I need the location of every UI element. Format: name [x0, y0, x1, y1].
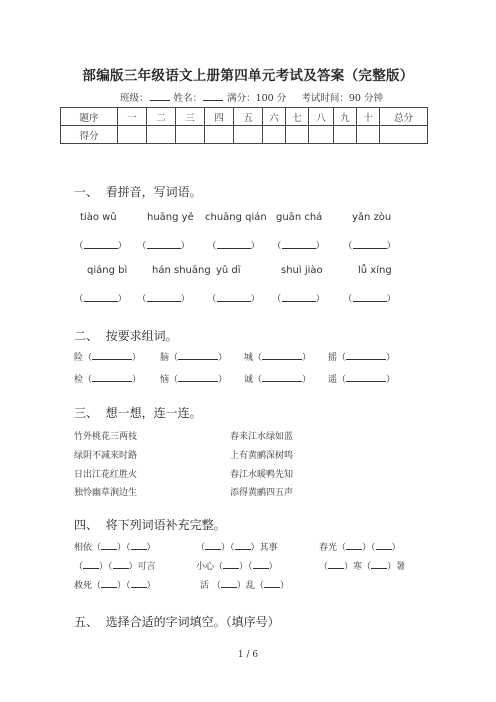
pinyin-10: lǚ xíng — [358, 265, 392, 276]
pinyin-5: yǎn zòu — [352, 212, 392, 223]
page-number: 1 / 6 — [237, 650, 259, 660]
answer-box-2[interactable]: （ ） — [137, 241, 191, 252]
score-input-cell[interactable] — [147, 126, 176, 144]
score-cell: 八 — [309, 108, 334, 126]
idiom-3[interactable]: 春光（ ）（ ） — [319, 543, 401, 553]
answer-box-5[interactable]: （ ） — [343, 241, 397, 252]
score-table-header-row — [61, 108, 428, 126]
answer-box-4[interactable]: （ ） — [272, 241, 326, 252]
score-input-cell[interactable] — [205, 126, 234, 144]
score-cell: 总分 — [380, 108, 428, 126]
word-item-2[interactable]: 脑（ ） — [160, 353, 228, 363]
page-title: 部编版三年级语文上册第四单元考试及答案（完整版） — [82, 68, 414, 84]
score-input-cell[interactable] — [286, 126, 309, 144]
full-score: 满分：100 分 — [227, 93, 287, 104]
exam-time: 考试时间：90 分钟 — [301, 93, 383, 104]
match-right-4[interactable]: 添得黄鹂四五声 — [230, 488, 294, 498]
score-input-cell[interactable] — [357, 126, 380, 144]
pinyin-9: shuì jiào — [281, 265, 323, 276]
score-cell: 九 — [334, 108, 357, 126]
section-4-heading — [74, 516, 226, 533]
word-item-4[interactable]: 摇（ ） — [328, 353, 396, 363]
section-number: 一、 — [74, 185, 99, 199]
answer-box-8[interactable]: （ ） — [207, 294, 261, 305]
score-input-cell[interactable] — [334, 126, 357, 144]
name-label: 姓名： — [173, 93, 203, 104]
section-3-heading — [74, 404, 202, 421]
word-item-8[interactable]: 遥（ ） — [328, 375, 396, 385]
score-cell: 七 — [286, 108, 309, 126]
score-cell: 六 — [263, 108, 286, 126]
score-input-cell[interactable] — [176, 126, 205, 144]
score-cell: 题序 — [61, 108, 118, 126]
score-table — [60, 107, 428, 144]
idiom-6[interactable]: （ ）寒（ ）暑 — [319, 562, 406, 572]
match-left-4[interactable]: 独怜幽草涧边生 — [74, 488, 138, 498]
pinyin-3: chuāng qián — [205, 212, 267, 223]
answer-box-1[interactable]: （ ） — [74, 241, 128, 252]
class-blank — [150, 91, 170, 101]
section-1-heading — [74, 183, 202, 200]
idiom-5[interactable]: 小心（ ）（ ） — [196, 562, 278, 572]
score-input-cell[interactable] — [118, 126, 147, 144]
section-title: 看拼音，写词语。 — [105, 185, 202, 199]
class-label: 班级： — [120, 93, 149, 104]
pinyin-7: hán shuāng — [152, 265, 211, 276]
score-cell: 十 — [357, 108, 380, 126]
score-cell: 得分 — [61, 126, 118, 144]
section-title: 选择合适的字词填空。（填序号） — [105, 615, 280, 629]
answer-box-7[interactable]: （ ） — [137, 294, 191, 305]
score-table-score-row — [61, 126, 428, 144]
section-number: 二、 — [74, 329, 99, 343]
score-cell: 三 — [176, 108, 205, 126]
section-title: 按要求组词。 — [105, 329, 178, 343]
section-number: 五、 — [74, 615, 99, 629]
score-input-cell[interactable] — [234, 126, 263, 144]
answer-box-9[interactable]: （ ） — [272, 294, 326, 305]
section-number: 四、 — [74, 518, 99, 532]
score-cell: 二 — [147, 108, 176, 126]
idiom-4[interactable]: （ ）（ ）可言 — [74, 562, 156, 572]
score-cell: 五 — [234, 108, 263, 126]
match-right-2[interactable]: 上有黄鹂深树鸣 — [230, 451, 294, 461]
word-item-1[interactable]: 险（ ） — [74, 353, 142, 363]
answer-box-3[interactable]: （ ） — [207, 241, 261, 252]
match-right-1[interactable]: 春来江水绿如蓝 — [230, 432, 294, 442]
match-left-2[interactable]: 绿阴不减来时路 — [74, 451, 138, 461]
name-blank — [203, 91, 223, 101]
score-input-cell[interactable] — [309, 126, 334, 144]
pinyin-2: huāng yě — [147, 212, 194, 223]
match-left-1[interactable]: 竹外桃花三两枝 — [74, 432, 138, 442]
word-item-3[interactable]: 城（ ） — [244, 353, 312, 363]
idiom-2[interactable]: （ ）（ ）其事 — [196, 543, 278, 553]
score-input-cell[interactable] — [380, 126, 428, 144]
word-item-5[interactable]: 检（ ） — [74, 375, 142, 385]
section-title: 想一想，连一连。 — [105, 406, 202, 420]
idiom-7[interactable]: 救死（ ）（ ） — [74, 581, 156, 591]
pinyin-4: guān chá — [276, 212, 323, 223]
idiom-1[interactable]: 相依（ ）（ ） — [74, 543, 156, 553]
word-item-6[interactable]: 恼（ ） — [160, 375, 228, 385]
pinyin-8: yǔ dī — [216, 265, 241, 276]
section-5-heading — [74, 613, 280, 630]
pinyin-1: tiào wǔ — [80, 212, 117, 223]
info-line — [120, 90, 383, 104]
idiom-8[interactable]: 活 （ ）乱（ ） — [200, 581, 289, 591]
score-cell: 一 — [118, 108, 147, 126]
score-input-cell[interactable] — [263, 126, 286, 144]
answer-box-6[interactable]: （ ） — [74, 294, 128, 305]
match-right-3[interactable]: 春江水暖鸭先知 — [230, 470, 294, 480]
answer-box-10[interactable]: （ ） — [343, 294, 397, 305]
section-title: 将下列词语补充完整。 — [105, 518, 226, 532]
word-item-7[interactable]: 诚（ ） — [244, 375, 312, 385]
section-2-heading — [74, 327, 178, 344]
match-left-3[interactable]: 日出江花红胜火 — [74, 470, 138, 480]
score-cell: 四 — [205, 108, 234, 126]
section-number: 三、 — [74, 406, 99, 420]
pinyin-6: qiáng bì — [87, 265, 128, 276]
